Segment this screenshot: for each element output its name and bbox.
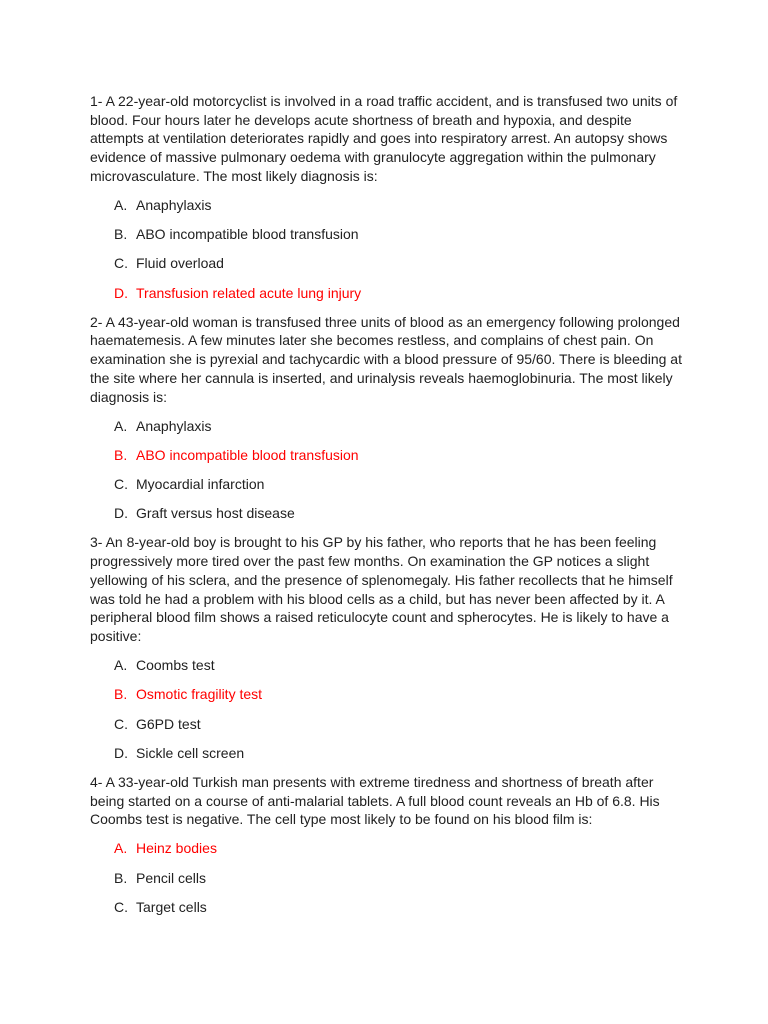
- option-letter: D.: [114, 744, 128, 761]
- question-text: [90, 773, 768, 829]
- option-text: Pencil cells: [136, 869, 207, 886]
- option-text: Heinz bodies: [136, 840, 217, 857]
- option-c: [90, 475, 768, 494]
- option-text: Fluid overload: [136, 255, 224, 272]
- option-letter: D.: [114, 284, 128, 301]
- option-letter: C.: [114, 255, 128, 272]
- option-text: Myocardial infarction: [136, 476, 265, 493]
- question-line: evidence of massive pulmonary oedema with granulocyte aggregation within the pulmonary: [90, 149, 656, 166]
- question-line: microvasculature. The most likely diagnosis is:: [90, 167, 378, 184]
- option-letter: B.: [114, 869, 128, 886]
- option-text: Anaphylaxis: [136, 197, 212, 214]
- option-letter: A.: [114, 197, 128, 214]
- option-d: [90, 744, 768, 763]
- option-text: Anaphylaxis: [136, 417, 212, 434]
- option-text: Osmotic fragility test: [136, 686, 263, 703]
- option-letter: C.: [114, 898, 128, 915]
- question-2: [90, 313, 768, 523]
- question-line: 1- A 22-year-old motorcyclist is involved in a road traffic accident, and is transfused two units of: [90, 93, 678, 109]
- option-text: ABO incompatible blood transfusion: [136, 226, 359, 243]
- option-b: [90, 225, 768, 244]
- question-line: peripheral blood film shows a raised reticulocyte count and spherocytes. He is likely to have a: [90, 609, 669, 626]
- question-line: Coombs test is negative. The cell type most likely to be found on his blood film is:: [90, 811, 593, 828]
- option-text: ABO incompatible blood transfusion: [136, 446, 359, 463]
- option-text: Coombs test: [136, 657, 215, 674]
- question-line: 4- A 33-year-old Turkish man presents with extreme tiredness and shortness of breath after: [90, 773, 654, 790]
- option-b: [90, 869, 768, 888]
- question-line: positive:: [90, 627, 142, 644]
- option-c: [90, 254, 768, 273]
- option-text: Transfusion related acute lung injury: [136, 284, 362, 301]
- answer-options: [90, 417, 768, 523]
- option-c: [90, 898, 768, 917]
- option-text: Graft versus host disease: [136, 505, 295, 522]
- option-d: [90, 504, 768, 523]
- question-line: examination she is pyrexial and tachycardic with a blood pressure of 95/60. There is bleeding at: [90, 351, 682, 368]
- option-b: [90, 685, 768, 704]
- question-text: [90, 313, 768, 407]
- question-line: progressively more tired over the past few months. On examination the GP notices a slight: [90, 553, 650, 570]
- option-letter: D.: [114, 505, 128, 522]
- option-a: [90, 196, 768, 215]
- option-b: [90, 446, 768, 465]
- option-text: G6PD test: [136, 715, 201, 732]
- option-a: [90, 417, 768, 436]
- question-line: attempts at ventilation deteriorates rapidly and goes into respiratory arrest. An autopsy shows: [90, 130, 668, 147]
- option-letter: C.: [114, 476, 128, 493]
- option-a: [90, 839, 768, 858]
- question-line: blood. Four hours later he develops acute shortness of breath and hypoxia, and despite: [90, 111, 632, 128]
- question-line: 2- A 43-year-old woman is transfused three units of blood as an emergency following prolonged: [90, 313, 680, 330]
- option-a: [90, 656, 768, 675]
- question-line: yellowing of his sclera, and the presence of splenomegaly. His father recollects that he himself: [90, 571, 673, 588]
- question-line: 3- An 8-year-old boy is brought to his GP by his father, who reports that he has been feeling: [90, 534, 657, 551]
- question-line: the site where her cannula is inserted, and urinalysis reveals haemoglobinuria. The most likely: [90, 369, 673, 386]
- answer-options: [90, 196, 768, 302]
- question-line: diagnosis is:: [90, 388, 168, 405]
- option-d: [90, 284, 768, 303]
- option-letter: B.: [114, 686, 128, 703]
- option-c: [90, 715, 768, 734]
- option-text: Sickle cell screen: [136, 744, 245, 761]
- answer-options: [90, 839, 768, 916]
- option-letter: B.: [114, 446, 128, 463]
- answer-options: [90, 656, 768, 762]
- option-letter: A.: [114, 417, 128, 434]
- option-letter: A.: [114, 840, 128, 857]
- question-4: [90, 773, 768, 917]
- question-line: was told he had a problem with his blood cells as a child, but has never been affected by it. A: [90, 590, 665, 607]
- option-letter: B.: [114, 226, 128, 243]
- option-text: Target cells: [136, 898, 207, 915]
- question-line: haematemesis. A few minutes later she becomes restless, and complains of chest pain. On: [90, 332, 654, 349]
- question-line: being started on a course of anti-malarial tablets. A full blood count reveals an Hb of 6.8. His: [90, 792, 660, 809]
- question-text: [90, 533, 768, 645]
- question-3: [90, 533, 768, 762]
- question-text: [90, 92, 768, 186]
- option-letter: A.: [114, 657, 128, 674]
- question-1: [90, 92, 768, 302]
- option-letter: C.: [114, 715, 128, 732]
